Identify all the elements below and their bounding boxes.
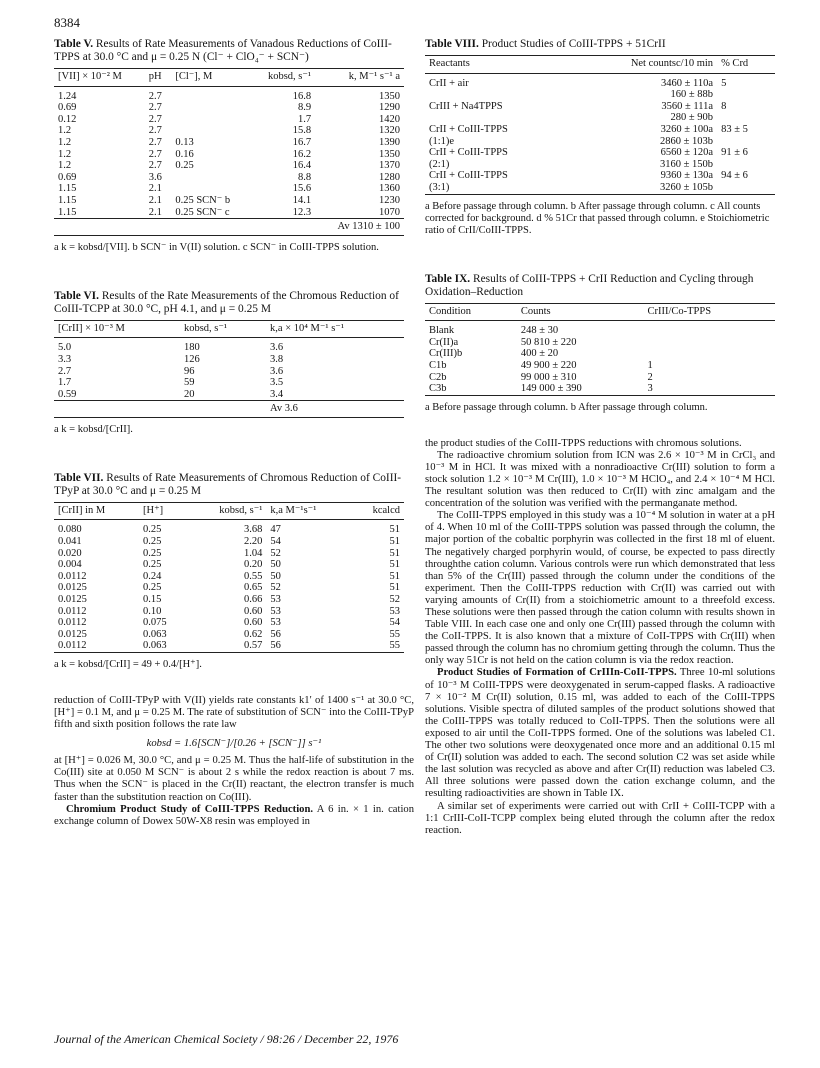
table-cell: 0.075 bbox=[143, 617, 167, 629]
table-cell: 1.2 bbox=[58, 125, 72, 137]
column-header: % Crd bbox=[717, 56, 775, 74]
column-header: k,a × 10⁴ M⁻¹ s⁻¹ bbox=[266, 320, 404, 338]
table-cell: 0.0112 bbox=[58, 640, 87, 652]
table-row bbox=[54, 183, 404, 195]
table-cell bbox=[717, 89, 775, 101]
table-cell: 2.20 bbox=[244, 536, 263, 548]
table-cell: 1390 bbox=[379, 136, 400, 148]
table-cell: 3.6 bbox=[148, 171, 162, 183]
table-cell: 50 bbox=[270, 559, 281, 571]
table-9-caption: Results of CoIII-TPPS + CrII Reduction and Cycling through Oxidation–Reduction bbox=[425, 272, 754, 298]
table-cell bbox=[717, 182, 775, 194]
table-row bbox=[54, 377, 404, 389]
table-cell: 0.55 bbox=[244, 570, 263, 582]
section-heading-product-studies: Product Studies of Formation of CrIIIn-CoII-TPPS. bbox=[437, 667, 677, 679]
table-row bbox=[54, 137, 404, 149]
table-row bbox=[54, 640, 404, 652]
table-cell bbox=[643, 321, 775, 337]
table-cell: 0.080 bbox=[58, 524, 82, 536]
table-row bbox=[425, 383, 775, 395]
table-7 bbox=[54, 472, 414, 671]
table-5-average: Av 1310 ± 100 bbox=[315, 219, 404, 236]
table-row bbox=[54, 125, 404, 137]
table-header-row bbox=[54, 69, 404, 87]
table-cell bbox=[717, 112, 775, 124]
table-cell: 3260 ± 100a bbox=[660, 123, 714, 135]
table-cell: 0.25 bbox=[143, 547, 162, 559]
table-cell: 149 000 ± 390 bbox=[520, 383, 582, 395]
table-row bbox=[54, 389, 404, 401]
table-6-caption: Results of the Rate Measurements of the Chromous Reduction of CoIII-TCPP at 30.0 °C, pH 4.1, and μ = 0.25 M bbox=[54, 289, 399, 315]
table-cell: 0.57 bbox=[244, 640, 263, 652]
table-cell: 160 ± 88b bbox=[670, 89, 714, 101]
table-row bbox=[425, 360, 775, 372]
table-cell: C3b bbox=[429, 383, 447, 395]
table-cell: 1350 bbox=[379, 90, 400, 102]
table-cell bbox=[171, 125, 250, 137]
table-cell: 56 bbox=[270, 640, 281, 652]
table-row bbox=[54, 536, 404, 548]
table-cell: 0.020 bbox=[58, 547, 82, 559]
column-header: kcalcd bbox=[349, 502, 404, 520]
column-header: Counts bbox=[517, 303, 644, 321]
table-row bbox=[425, 147, 775, 159]
table-cell: Cr(III)b bbox=[429, 348, 463, 360]
table-cell: 1.24 bbox=[58, 90, 77, 102]
table-cell: 53 bbox=[389, 605, 400, 617]
table-cell: 3.6 bbox=[270, 342, 284, 354]
table-row bbox=[54, 548, 404, 560]
table-cell: 1230 bbox=[379, 194, 400, 206]
table-cell: 1.7 bbox=[58, 377, 72, 389]
table-cell: 1370 bbox=[379, 160, 400, 172]
table-row bbox=[425, 101, 775, 113]
column-header: k, M⁻¹ s⁻¹ a bbox=[315, 69, 404, 87]
table-5-footnote: a k = kobsd/[VII]. b SCN⁻ in V(II) solution. c SCN⁻ in CoIII-TPPS solution. bbox=[54, 241, 379, 253]
table-cell: 0.0125 bbox=[58, 594, 87, 606]
table-cell: 2.7 bbox=[58, 365, 72, 377]
table-cell: 126 bbox=[183, 353, 200, 365]
table-cell: 51 bbox=[389, 536, 400, 548]
table-cell: 1320 bbox=[379, 125, 400, 137]
table-cell: 51 bbox=[389, 547, 400, 559]
table-row bbox=[425, 73, 775, 89]
table-cell bbox=[643, 348, 775, 360]
table-5-grid bbox=[54, 68, 404, 236]
table-cell: 5 bbox=[721, 77, 727, 89]
right-paragraph-4: Three 10-ml solutions of 10⁻³ M CoIII-TPPS were deoxygenated in serum-capped flasks. A radioactive 7 × 10⁻² M Cr(II) solution, 0.15 ml, was added to each of the CoIII-TPPS solutions. Visible spectra of diluted samples of the product solutions showed that the CoIII-TPPS was totally reduced to CoII-TPPS. Then the solutions were all exposed to air until the CoII-TPPS formed. One of the solutions was labeled C1. The other two solutions were deoxygenated once more and an additional 0.15 ml of Cr(II) solution was added to each. The second solution C2 was set aside while the last solution was recycled as above and after Cr(II) reduction was labeled C3. All three solutions were passed down the cation exchange column, and the resulting radioactivities are shown in Table IX. bbox=[425, 667, 775, 800]
table-cell: 0.12 bbox=[58, 113, 77, 125]
table-8 bbox=[425, 38, 775, 237]
table-cell: C2b bbox=[429, 371, 447, 383]
table-cell: 14.1 bbox=[292, 194, 312, 206]
table-cell: 0.0112 bbox=[58, 570, 87, 582]
table-row bbox=[425, 89, 775, 101]
table-row bbox=[54, 559, 404, 571]
table-row bbox=[54, 571, 404, 583]
left-paragraph-3: A 6 in. × 1 in. cation exchange column of Dowex 50W-X8 resin was employed in bbox=[54, 803, 414, 827]
table-cell bbox=[171, 86, 250, 102]
table-7-grid bbox=[54, 502, 404, 653]
table-row bbox=[54, 354, 404, 366]
table-cell: 16.8 bbox=[292, 90, 312, 102]
table-cell: 3.3 bbox=[58, 353, 72, 365]
column-header: Net countsc/10 min bbox=[568, 56, 717, 74]
table-cell bbox=[171, 114, 250, 126]
table-cell: 1.04 bbox=[244, 547, 263, 559]
left-paragraph-2: at [H⁺] = 0.026 M, 30.0 °C, and μ = 0.25 M. Thus the half-life of substitution in the Co(III) site at 0.050 M SCN⁻ is about 2 s while the redox reaction is about 7 ms. Thus when the SCN⁻ is placed in the Cr(II) reactant, the electron transfer is much faster than the substitution reaction on Co(III). bbox=[54, 755, 414, 803]
table-cell: 1.15 bbox=[58, 206, 77, 218]
table-cell: 1 bbox=[647, 359, 653, 371]
table-cell: 54 bbox=[389, 617, 400, 629]
table-cell: 53 bbox=[270, 605, 281, 617]
table-cell: 51 bbox=[389, 559, 400, 571]
table-6-footnote: a k = kobsd/[CrII]. bbox=[54, 423, 133, 435]
right-column bbox=[425, 38, 775, 837]
table-8-caption: Product Studies of CoIII-TPPS + 51CrII bbox=[481, 38, 666, 50]
right-paragraph-1: the product studies of the CoIII-TPPS reductions with chromous solutions. bbox=[425, 437, 742, 449]
column-header: pH bbox=[145, 69, 172, 87]
table-cell: 20 bbox=[183, 388, 195, 400]
table-cell: 1.15 bbox=[58, 183, 77, 195]
table-cell bbox=[425, 89, 568, 101]
table-cell: 50 bbox=[270, 570, 281, 582]
table-cell: CrII + air bbox=[429, 77, 469, 89]
table-cell: 55 bbox=[389, 628, 400, 640]
table-cell bbox=[171, 172, 250, 184]
table-cell: 2.7 bbox=[148, 90, 162, 102]
table-cell: 15.8 bbox=[292, 125, 312, 137]
table-cell: 3560 ± 111a bbox=[661, 100, 714, 112]
table-cell: CrII + CoIII-TPPS bbox=[429, 147, 508, 159]
column-header: [CrII] × 10⁻³ M bbox=[54, 320, 180, 338]
table-cell: 2.7 bbox=[148, 102, 162, 114]
table-header-row bbox=[425, 56, 775, 74]
table-row bbox=[54, 594, 404, 606]
table-row bbox=[425, 112, 775, 124]
table-header-row bbox=[54, 320, 404, 338]
table-cell: 0.25 SCN⁻ c bbox=[175, 206, 230, 218]
table-row bbox=[425, 182, 775, 194]
table-cell: 52 bbox=[270, 582, 281, 594]
table-cell: 248 ± 30 bbox=[520, 325, 559, 337]
table-row bbox=[54, 617, 404, 629]
table-header-row bbox=[425, 303, 775, 321]
table-cell: 0.25 bbox=[143, 536, 162, 548]
table-cell: (2:1) bbox=[429, 158, 450, 170]
table-cell: 8.9 bbox=[297, 102, 312, 114]
table-5-label: Table V. bbox=[54, 38, 94, 50]
table-cell: 0.15 bbox=[143, 594, 162, 606]
table-9-label: Table IX. bbox=[425, 272, 471, 285]
table-cell: 94 ± 6 bbox=[721, 170, 748, 182]
table-cell: 2860 ± 103b bbox=[660, 135, 714, 147]
table-cell: 2.1 bbox=[148, 206, 162, 218]
table-cell bbox=[717, 136, 775, 148]
table-6-grid bbox=[54, 320, 404, 418]
table-row bbox=[54, 606, 404, 618]
table-cell: 0.60 bbox=[244, 617, 263, 629]
table-cell: 0.25 bbox=[143, 582, 162, 594]
section-heading-chromium-product: Chromium Product Study of CoIII-TPPS Reduction. bbox=[66, 803, 313, 815]
table-row bbox=[425, 170, 775, 182]
table-cell: C1b bbox=[429, 359, 447, 371]
table-row bbox=[425, 337, 775, 349]
table-cell: 1070 bbox=[379, 206, 400, 218]
table-cell: 0.66 bbox=[244, 594, 263, 606]
table-cell: 400 ± 20 bbox=[520, 348, 559, 360]
table-row bbox=[54, 149, 404, 161]
table-row bbox=[54, 102, 404, 114]
table-cell: 16.2 bbox=[292, 148, 312, 160]
table-cell: 55 bbox=[389, 640, 400, 652]
right-paragraph-5: A similar set of experiments were carried out with CrII + CoIII-TCPP with a 1:1 CrIII-CoII-TCPP complex being eluted through the column after the redox reaction. bbox=[425, 800, 775, 836]
table-cell: 1290 bbox=[379, 102, 400, 114]
table-cell: 3.6 bbox=[270, 365, 284, 377]
table-cell: 0.69 bbox=[58, 102, 77, 114]
table-cell: 59 bbox=[183, 377, 195, 389]
column-header: k,a M⁻¹s⁻¹ bbox=[266, 502, 349, 520]
table-cell: 0.041 bbox=[58, 536, 82, 548]
table-row bbox=[425, 124, 775, 136]
table-9-footnote: a Before passage through column. b After passage through column. bbox=[425, 401, 708, 413]
table-row bbox=[54, 207, 404, 219]
table-8-footnote: a Before passage through column. b After passage through column. c All counts corrected for background. d % 51Cr that passed through column. e Stoichiometric ratio of CrII/CoIII-TPPS. bbox=[425, 200, 770, 236]
table-cell: 3160 ± 150b bbox=[660, 158, 714, 170]
table-6 bbox=[54, 290, 414, 436]
table-row bbox=[425, 159, 775, 171]
table-cell: 0.16 bbox=[175, 148, 194, 160]
table-cell: Blank bbox=[429, 325, 455, 337]
table-cell: 2.1 bbox=[148, 183, 162, 195]
table-cell: 83 ± 5 bbox=[721, 123, 748, 135]
column-header: Reactants bbox=[425, 56, 568, 74]
table-cell: CrIII + Na4TPPS bbox=[429, 100, 503, 112]
table-row bbox=[425, 321, 775, 337]
table-cell: 9360 ± 130a bbox=[660, 170, 714, 182]
table-row bbox=[425, 348, 775, 360]
table-cell: 3 bbox=[647, 383, 653, 395]
table-cell: (3:1) bbox=[429, 181, 450, 193]
table-cell: 2 bbox=[647, 371, 653, 383]
table-cell: 99 000 ± 310 bbox=[520, 371, 577, 383]
table-row bbox=[54, 86, 404, 102]
table-cell: 49 900 ± 220 bbox=[520, 359, 577, 371]
table-cell bbox=[171, 102, 250, 114]
table-9 bbox=[425, 273, 775, 414]
right-paragraph-2: The radioactive chromium solution from ICN was 2.6 × 10⁻³ M in CrCl₃ and 10⁻³ M in HCl. It was mixed with a nonradioactive Cr(III) solution to form a stock solution 1.2 × 10⁻³ M Cr(III), 1.0 × 10⁻³ M HClO₄, and 2.4 × 10⁻⁴ M HCl. The resultant solution was then reduced to Cr(II) with zinc amalgam and the concentration of the solution was verified with the permanganate method. bbox=[425, 449, 775, 510]
table-cell: 0.62 bbox=[244, 628, 263, 640]
column-header: [VII] × 10⁻² M bbox=[54, 69, 145, 87]
table-cell: 0.13 bbox=[175, 136, 194, 148]
table-cell: 47 bbox=[270, 524, 281, 536]
table-header-row bbox=[54, 502, 404, 520]
table-cell: 8.8 bbox=[297, 171, 312, 183]
table-cell: 5.0 bbox=[58, 342, 72, 354]
table-cell: 0.69 bbox=[58, 171, 77, 183]
table-cell: CrII + CoIII-TPPS bbox=[429, 123, 508, 135]
table-cell: 2.7 bbox=[148, 113, 162, 125]
table-row bbox=[54, 520, 404, 536]
table-row bbox=[54, 582, 404, 594]
table-8-label: Table VIII. bbox=[425, 38, 479, 50]
table-cell: 3460 ± 110a bbox=[661, 77, 714, 89]
table-row bbox=[54, 366, 404, 378]
table-cell: 16.7 bbox=[292, 136, 312, 148]
table-cell: 0.10 bbox=[143, 605, 162, 617]
table-cell: 0.25 bbox=[175, 160, 194, 172]
table-cell: 51 bbox=[389, 570, 400, 582]
table-7-label: Table VII. bbox=[54, 471, 104, 484]
table-cell: 0.59 bbox=[58, 388, 77, 400]
table-cell: 1350 bbox=[379, 148, 400, 160]
table-cell: 2.7 bbox=[148, 136, 162, 148]
table-9-grid bbox=[425, 303, 775, 396]
table-cell: (1:1)e bbox=[429, 135, 455, 147]
table-cell: 3260 ± 105b bbox=[660, 181, 714, 193]
table-cell: 2.7 bbox=[148, 160, 162, 172]
table-cell: 0.20 bbox=[244, 559, 263, 571]
table-cell: 53 bbox=[270, 594, 281, 606]
column-header: kobsd, s⁻¹ bbox=[188, 502, 267, 520]
table-cell: 1.2 bbox=[58, 160, 72, 172]
rate-law-equation: kobsd = 1.6[SCN⁻]/[0.26 + [SCN⁻]] s⁻¹ bbox=[146, 738, 322, 750]
table-cell: 50 810 ± 220 bbox=[520, 336, 577, 348]
table-7-footnote: a k = kobsd/[CrII] = 49 + 0.4/[H⁺]. bbox=[54, 659, 202, 670]
table-cell: 3.4 bbox=[270, 388, 284, 400]
table-cell: 2.7 bbox=[148, 125, 162, 137]
table-cell: 0.24 bbox=[143, 570, 162, 582]
column-header: [Cl⁻], M bbox=[171, 69, 250, 87]
table-cell: 54 bbox=[270, 536, 281, 548]
table-cell: 51 bbox=[389, 582, 400, 594]
table-cell: 1280 bbox=[379, 171, 400, 183]
column-header: Condition bbox=[425, 303, 517, 321]
table-6-average: Av 3.6 bbox=[266, 401, 404, 418]
column-header: kobsd, s⁻¹ bbox=[180, 320, 266, 338]
table-cell: Cr(II)a bbox=[429, 336, 459, 348]
table-cell: CrII + CoIII-TPPS bbox=[429, 170, 508, 182]
table-cell: 0.0125 bbox=[58, 628, 87, 640]
table-cell: 15.6 bbox=[292, 183, 312, 195]
table-cell: 0.0125 bbox=[58, 582, 87, 594]
table-6-label: Table VI. bbox=[54, 289, 99, 302]
table-cell: 1.2 bbox=[58, 136, 72, 148]
table-row bbox=[54, 114, 404, 126]
table-cell: 51 bbox=[389, 524, 400, 536]
table-row bbox=[54, 172, 404, 184]
table-cell: 0.65 bbox=[244, 582, 263, 594]
table-cell: 6560 ± 120a bbox=[660, 147, 714, 159]
table-row bbox=[54, 195, 404, 207]
table-cell bbox=[171, 183, 250, 195]
journal-footer: Journal of the American Chemical Society / 98:26 / December 22, 1976 bbox=[54, 1032, 399, 1046]
table-cell bbox=[717, 159, 775, 171]
table-row bbox=[425, 372, 775, 384]
column-header: [CrII] in M bbox=[54, 502, 139, 520]
table-cell: 52 bbox=[389, 594, 400, 606]
table-cell: 0.0112 bbox=[58, 605, 87, 617]
table-5-caption: Results of Rate Measurements of Vanadous Reductions of CoIII-TPPS at 30.0 °C and μ = 0.25 N (Cl⁻ + ClO₄⁻ + SCN⁻) bbox=[54, 38, 392, 63]
table-cell bbox=[425, 112, 568, 124]
table-cell: 1420 bbox=[379, 113, 400, 125]
table-cell: 91 ± 6 bbox=[721, 147, 748, 159]
table-row bbox=[54, 160, 404, 172]
table-cell: 2.7 bbox=[148, 148, 162, 160]
table-row bbox=[425, 136, 775, 148]
table-cell: 3.8 bbox=[270, 353, 284, 365]
table-7-caption: Results of Rate Measurements of Chromous Reduction of CoIII-TPyP at 30.0 °C and μ = 0.25 M bbox=[54, 471, 402, 497]
table-cell: 3.5 bbox=[270, 377, 284, 389]
table-cell: 1360 bbox=[379, 183, 400, 195]
table-cell: 0.25 SCN⁻ b bbox=[175, 194, 231, 206]
table-cell: 2.1 bbox=[148, 194, 162, 206]
table-cell: 3.68 bbox=[244, 524, 263, 536]
table-cell: 0.0112 bbox=[58, 617, 87, 629]
table-cell: 53 bbox=[270, 617, 281, 629]
table-cell: 1.15 bbox=[58, 194, 77, 206]
table-cell: 8 bbox=[721, 100, 727, 112]
left-paragraph-1: reduction of CoIII-TPyP with V(II) yields rate constants k1′ of 1400 s⁻¹ at 30.0 °C, [H⁺] = 0.1 M, and μ = 0.25 M. The rate of substitution of SCN⁻ into the CoIII-TPyP fifth and sixth position follows the rate law bbox=[54, 695, 414, 731]
table-cell: 96 bbox=[183, 365, 195, 377]
table-cell: 1.2 bbox=[58, 148, 72, 160]
table-cell: 0.004 bbox=[58, 559, 82, 571]
right-paragraph-3: The CoIII-TPPS employed in this study was a 10⁻⁴ M solution in water at a pH of 4. When 10 ml of the CoIII-TPPS solution was passed through the column, the major portion of the cobaltic porphyrin was collected in the first 18 ml of eluent. The negatively charged porphyrin would, of course, be expected to pass directly throughthe cation column. Various controls were run which demonstrated that less than 5% of the Cr(III) passed through the column under the conditions of the experiment. Then the CoIII-TPPS reduction with Cr(II) was carried out with varying amounts of Cr(II) from a stoichiometric amount to a threefold excess. These solutions were then passed through the cation column with results shown in Table VIII. In each case one and only one Cr(III) passed through the column with the CoII-TPPS. It is also known that a mixture of CoII-TPPS with Cr(III) when passed through the column has no chromium getting through the column. Thus the only way 51Cr is not held on the cation column is via the redox reaction. bbox=[425, 510, 775, 667]
table-5 bbox=[54, 38, 414, 254]
table-cell: 180 bbox=[183, 342, 200, 354]
table-cell: 12.3 bbox=[292, 206, 312, 218]
table-8-grid bbox=[425, 55, 775, 195]
table-cell: 52 bbox=[270, 547, 281, 559]
table-cell: 56 bbox=[270, 628, 281, 640]
page-number: 8384 bbox=[54, 15, 80, 30]
table-cell: 0.25 bbox=[143, 524, 162, 536]
column-header: [H⁺] bbox=[139, 502, 188, 520]
column-header: kobsd, s⁻¹ bbox=[251, 69, 315, 87]
table-cell: 0.60 bbox=[244, 605, 263, 617]
table-cell: 0.063 bbox=[143, 640, 167, 652]
table-cell: 0.063 bbox=[143, 628, 167, 640]
column-header: CrIII/Co-TPPS bbox=[643, 303, 775, 321]
table-cell: 0.25 bbox=[143, 559, 162, 571]
table-row bbox=[54, 338, 404, 354]
table-row bbox=[54, 629, 404, 641]
left-column bbox=[54, 38, 414, 828]
table-cell bbox=[643, 337, 775, 349]
table-cell: 280 ± 90b bbox=[670, 112, 714, 124]
table-cell: 1.7 bbox=[297, 113, 312, 125]
table-cell: 16.4 bbox=[292, 160, 312, 172]
